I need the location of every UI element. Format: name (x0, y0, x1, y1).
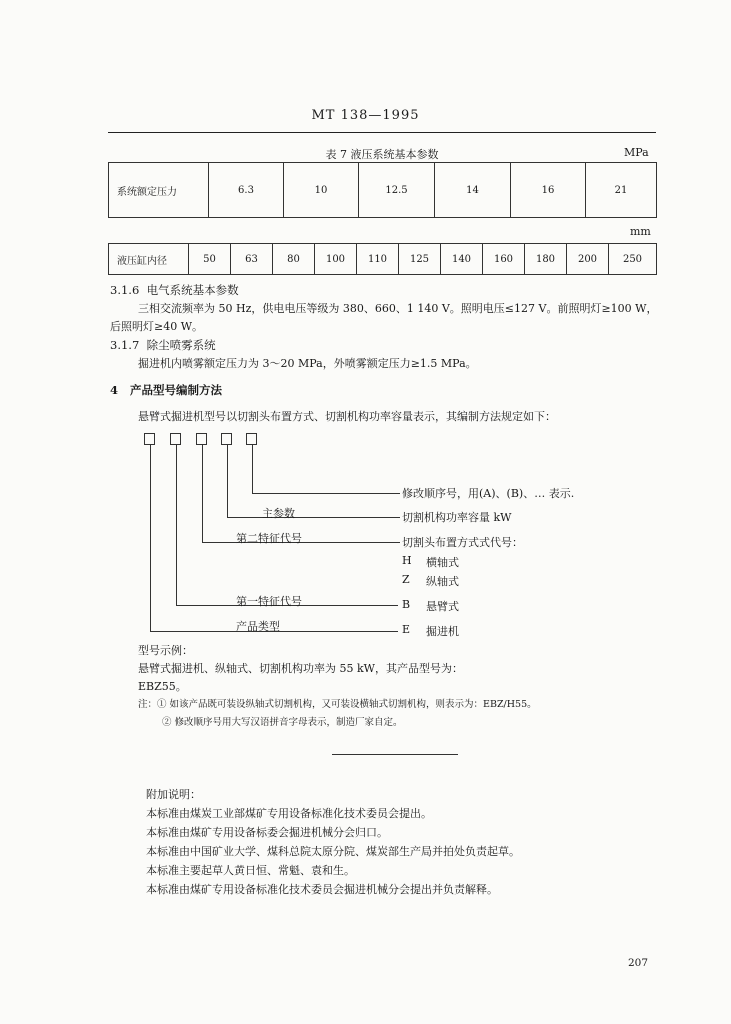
table-cell: 63 (231, 244, 273, 275)
page-number: 207 (628, 957, 649, 969)
appendix-line: 本标准由煤矿专用设备标委会掘进机械分会归口。 (146, 826, 388, 839)
table8 (108, 243, 657, 275)
paragraph-line: 悬臂式掘进机型号以切割头布置方式、切割机构功率容量表示，其编制方法规定如下： (138, 410, 556, 423)
table-cell: 21 (586, 163, 657, 218)
section-divider (332, 754, 458, 755)
appendix-line: 本标准由中国矿业大学、煤科总院太原分院、煤炭部生产局并拍处负责起草。 (146, 845, 520, 858)
table7-unit: MPa (624, 146, 649, 159)
code-z: Z (402, 573, 410, 586)
code-h: H (402, 554, 412, 567)
example-model: EBZ55。 (138, 680, 187, 693)
table-cell: 12.5 (359, 163, 435, 218)
code-h-label: 横轴式 (426, 556, 459, 569)
note-2: ② 修改顺序号用大写汉语拼音字母表示，制造厂家自定。 (162, 717, 403, 728)
leader-line (252, 493, 400, 494)
table-row (109, 163, 657, 218)
table-cell: 10 (284, 163, 359, 218)
section-number: 4 (110, 383, 119, 397)
table7-title: 表 7 液压系统基本参数 (325, 148, 439, 161)
table-cell: 110 (357, 244, 399, 275)
cutter-layout-label: 切割头布置方式式代号： (402, 536, 523, 549)
code-b-label: 悬臂式 (426, 600, 459, 613)
table-cell: 125 (399, 244, 441, 275)
second-feature-code-label: 第二特征代号 (236, 532, 302, 545)
appendix-title: 附加说明： (146, 788, 201, 801)
section-number: 3.1.7 (110, 338, 140, 352)
table-cell: 16 (511, 163, 586, 218)
code-e-label: 掘进机 (426, 625, 459, 638)
code-box (170, 433, 181, 445)
table-cell: 200 (567, 244, 609, 275)
paragraph-line: 后照明灯≥40 W。 (110, 320, 204, 333)
example-line: 悬臂式掘进机、纵轴式、切割机构功率为 55 kW，其产品型号为： (138, 662, 463, 675)
note-prefix: 注： (138, 699, 158, 710)
table7 (108, 162, 657, 218)
table-cell: 14 (435, 163, 511, 218)
power-capacity-label: 切割机构功率容量 kW (402, 511, 512, 524)
section-title: 除尘喷雾系统 (146, 338, 216, 352)
appendix-line: 本标准由煤炭工业部煤矿专用设备标准化技术委员会提出。 (146, 807, 432, 820)
example-title: 型号示例： (138, 644, 193, 657)
code-b: B (402, 598, 411, 611)
table-cell: 160 (483, 244, 525, 275)
header-rule (108, 132, 656, 133)
code-box (246, 433, 257, 445)
leader-line (150, 445, 151, 631)
paragraph-line: 掘进机内喷雾额定压力为 3～20 MPa，外喷雾额定压力≥1.5 MPa。 (138, 357, 477, 370)
table8-unit: mm (630, 225, 651, 238)
modification-sequence-label: 修改顺序号，用(A)、(B)、… 表示. (402, 487, 575, 500)
leader-line (252, 445, 253, 493)
leader-line (202, 445, 203, 542)
table-cell: 6.3 (209, 163, 284, 218)
main-parameter-label: 主参数 (262, 507, 295, 520)
appendix-line: 本标准由煤矿专用设备标准化技术委员会掘进机械分会提出并负责解释。 (146, 883, 498, 896)
product-type-label: 产品类型 (236, 620, 280, 633)
table8-row-label: 液压缸内径 (109, 244, 189, 275)
paragraph-line: 三相交流频率为 50 Hz，供电电压等级为 380、660、1 140 V。照明电压≤127 V。前照明灯≥100 W， (138, 302, 658, 315)
appendix-line: 本标准主要起草人黄日恒、常魁、袁和生。 (146, 864, 355, 877)
first-feature-code-label: 第一特征代号 (236, 595, 302, 608)
note-1 (138, 696, 537, 713)
model-code-diagram (0, 433, 731, 643)
table7-caption (108, 146, 656, 162)
code-e: E (402, 623, 411, 636)
table-cell: 80 (273, 244, 315, 275)
table-cell: 50 (189, 244, 231, 275)
section-3-1-6-heading (110, 282, 239, 299)
code-box (144, 433, 155, 445)
table-cell: 100 (315, 244, 357, 275)
code-box (196, 433, 207, 445)
section-title: 产品型号编制方法 (130, 383, 223, 397)
document-header: MT 138—1995 (311, 108, 420, 123)
table-cell: 140 (441, 244, 483, 275)
table-cell: 250 (609, 244, 657, 275)
section-4-heading (110, 382, 222, 399)
note-text: ① 如该产品既可装设纵轴式切割机构，又可装设横轴式切割机构，则表示为：EBZ/H55。 (157, 699, 537, 710)
code-box (221, 433, 232, 445)
leader-line (176, 445, 177, 605)
leader-line (227, 445, 228, 517)
code-z-label: 纵轴式 (426, 575, 459, 588)
table-row (109, 244, 657, 275)
section-3-1-7-heading (110, 337, 216, 354)
table7-row-label: 系统额定压力 (109, 163, 209, 218)
section-title: 电气系统基本参数 (146, 283, 239, 297)
leader-line (227, 517, 400, 518)
table-cell: 180 (525, 244, 567, 275)
section-number: 3.1.6 (110, 283, 140, 297)
